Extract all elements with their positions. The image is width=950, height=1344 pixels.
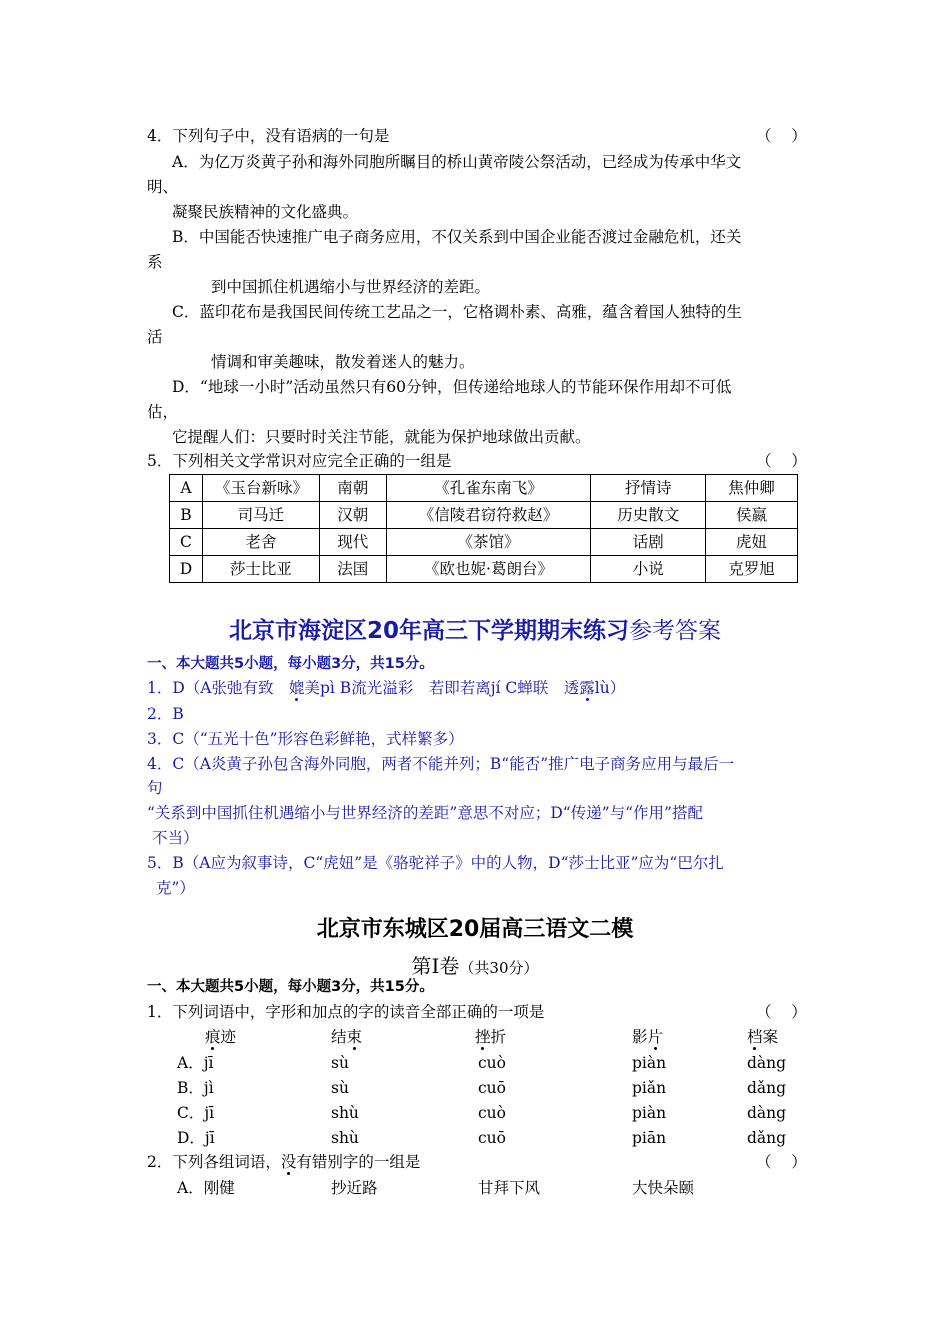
word-item: 影片	[632, 1028, 664, 1046]
table-cell: 焦仲卿	[706, 475, 798, 502]
pinyin-cell: D．jī	[177, 1129, 215, 1147]
dongcheng-section-heading: 一、本大题共5小题，每小题3分，共15分。	[147, 979, 434, 995]
table-row	[170, 556, 798, 583]
table-cell: 现代	[319, 529, 386, 556]
q2-option-a-word: 大快朵颐	[632, 1179, 695, 1197]
q4-option-b-line3: 到中国抓住机遇缩小与世界经济的差距。	[211, 278, 491, 296]
table-cell: B	[170, 502, 203, 529]
table-cell: 老舍	[202, 529, 319, 556]
pinyin-cell: piàn	[632, 1054, 667, 1072]
dc-q1-stem: 1．下列词语中，字形和加点的字的读音全部正确的一项是	[147, 1003, 545, 1021]
table-cell: 话剧	[591, 529, 706, 556]
haidian-answer-title	[0, 612, 950, 645]
table-cell: 《信陵君窃符救赵》	[386, 502, 591, 529]
table-cell: 克罗旭	[706, 556, 798, 583]
table-cell: C	[170, 529, 203, 556]
table-row	[170, 529, 798, 556]
haidian-answer-1: 1．D（A张弛有致 媲美pì B流光溢彩 若即若离jí C蝉联 透露lù）	[147, 679, 626, 697]
haidian-answer-4-line3: “关系到中国抓住机遇缩小与世界经济的差距”意思不对应；D“传递”与“作用”搭配	[147, 804, 703, 822]
haidian-answer-4-line1: 4．C（A炎黄子孙包含海外同胞，两者不能并列；B“能否”推广电子商务应用与最后一	[147, 755, 735, 773]
table-cell: 抒情诗	[591, 475, 706, 502]
table-cell: 司马迁	[202, 502, 319, 529]
haidian-answer-5-line2: 克”）	[156, 879, 195, 897]
pinyin-cell: C．jī	[177, 1104, 215, 1122]
pinyin-cell: dǎng	[747, 1129, 787, 1147]
table-cell: 虎妞	[706, 529, 798, 556]
pinyin-cell: piǎn	[632, 1079, 667, 1097]
pinyin-cell: shù	[331, 1104, 359, 1122]
table-cell: 《茶馆》	[386, 529, 591, 556]
table-cell: 侯嬴	[706, 502, 798, 529]
q4-stem: 4．下列句子中，没有语病的一句是	[147, 127, 390, 145]
table-cell: 莎士比亚	[202, 556, 319, 583]
pinyin-cell: sù	[331, 1079, 349, 1097]
pinyin-cell: sù	[331, 1054, 349, 1072]
word-item: 痕迹	[205, 1028, 237, 1046]
haidian-title-main: 北京市海淀区20年高三下学期期末练习	[228, 618, 629, 644]
table-cell: 《玉台新咏》	[202, 475, 319, 502]
q2-option-a-word: A．刚健	[177, 1179, 235, 1197]
q4-option-c-line1: C．蓝印花布是我国民间传统工艺品之一，它格调朴素、高雅，蕴含着国人独特的生	[172, 303, 742, 321]
pinyin-cell: cuō	[478, 1079, 506, 1097]
table-row	[170, 475, 798, 502]
table-row	[170, 502, 798, 529]
dongcheng-exam-title: 北京市东城区20届高三语文二模	[316, 917, 634, 942]
pinyin-cell: piàn	[632, 1104, 667, 1122]
dc-q2-answer-paren: （ ）	[756, 1153, 807, 1171]
pinyin-cell: cuò	[478, 1054, 506, 1072]
q4-option-a-line3: 凝聚民族精神的文化盛典。	[172, 203, 359, 221]
haidian-answer-4-line4: 不当）	[152, 829, 199, 847]
q4-option-b-line1: B．中国能否快速推广电子商务应用，不仅关系到中国企业能否渡过金融危机，还关	[172, 228, 742, 246]
pinyin-cell: A．jī	[177, 1054, 214, 1072]
table-cell: 《孔雀东南飞》	[386, 475, 591, 502]
pinyin-cell: dàng	[747, 1054, 787, 1072]
q4-option-a-line1: A．为亿万炎黄子孙和海外同胞所瞩目的桥山黄帝陵公祭活动，已经成为传承中华文	[172, 153, 742, 171]
pinyin-cell: shù	[331, 1129, 359, 1147]
pinyin-cell: dǎng	[747, 1079, 787, 1097]
dotted-char: 露	[579, 679, 595, 697]
dc-q2-stem: 2．下列各组词语，没有错别字的一组是	[147, 1153, 421, 1171]
table-cell: 法国	[319, 556, 386, 583]
q5-stem: 5．下列相关文学常识对应完全正确的一组是	[147, 452, 452, 470]
table-cell: D	[170, 556, 203, 583]
q4-option-a-line2: 明、	[147, 178, 179, 196]
q4-option-c-line2: 活	[147, 328, 163, 346]
table-cell: 《欧也妮·葛朗台》	[386, 556, 591, 583]
haidian-answer-2: 2．B	[147, 705, 184, 723]
pinyin-cell: dàng	[747, 1104, 787, 1122]
pinyin-cell: cuō	[478, 1129, 506, 1147]
haidian-answer-4-line2: 句	[147, 779, 163, 797]
q4-option-b-line2: 系	[147, 253, 163, 271]
pinyin-cell: B．jì	[177, 1079, 214, 1097]
table-cell: 小说	[591, 556, 706, 583]
q4-option-d-line2: 估，	[147, 403, 179, 421]
haidian-answer-5-line1: 5．B（A应为叙事诗，C“虎妞”是《骆驼祥子》中的人物，D“莎士比亚”应为“巴尔扎	[147, 854, 724, 872]
table-cell: 南朝	[319, 475, 386, 502]
literature-table	[169, 474, 798, 583]
q4-option-d-line3: 它提醒人们：只要时时关注节能，就能为保护地球做出贡献。	[172, 428, 591, 446]
word-item: 挫折	[475, 1028, 507, 1046]
haidian-section-heading: 一、本大题共5小题，每小题3分，共15分。	[147, 656, 434, 672]
table-cell: 汉朝	[319, 502, 386, 529]
pinyin-cell: piān	[632, 1129, 667, 1147]
word-item: 档案	[747, 1028, 779, 1046]
pinyin-cell: cuò	[478, 1104, 506, 1122]
haidian-title-suffix: 参考答案	[629, 618, 721, 644]
table-cell: A	[170, 475, 203, 502]
q5-answer-paren: （ ）	[756, 452, 807, 470]
word-item: 结束	[331, 1028, 363, 1046]
q4-option-d-line1: D．“地球一小时”活动虽然只有60分钟，但传递给地球人的节能环保作用却不可低	[172, 378, 732, 396]
q4-answer-paren: （ ）	[756, 127, 807, 145]
q4-option-c-line3: 情调和审美趣味，散发着迷人的魅力。	[211, 353, 475, 371]
dc-q1-answer-paren: （ ）	[756, 1003, 807, 1021]
q2-option-a-word: 甘拜下风	[478, 1179, 541, 1197]
dotted-char: 没	[280, 1153, 297, 1171]
haidian-answer-3: 3．C（“五光十色”形容色彩鲜艳，式样繁多）	[147, 730, 464, 748]
q2-option-a-word: 抄近路	[331, 1179, 378, 1197]
dotted-char: 媲	[288, 679, 305, 697]
table-cell: 历史散文	[591, 502, 706, 529]
volume-heading: 第Ⅰ卷（共30分）	[411, 954, 539, 978]
